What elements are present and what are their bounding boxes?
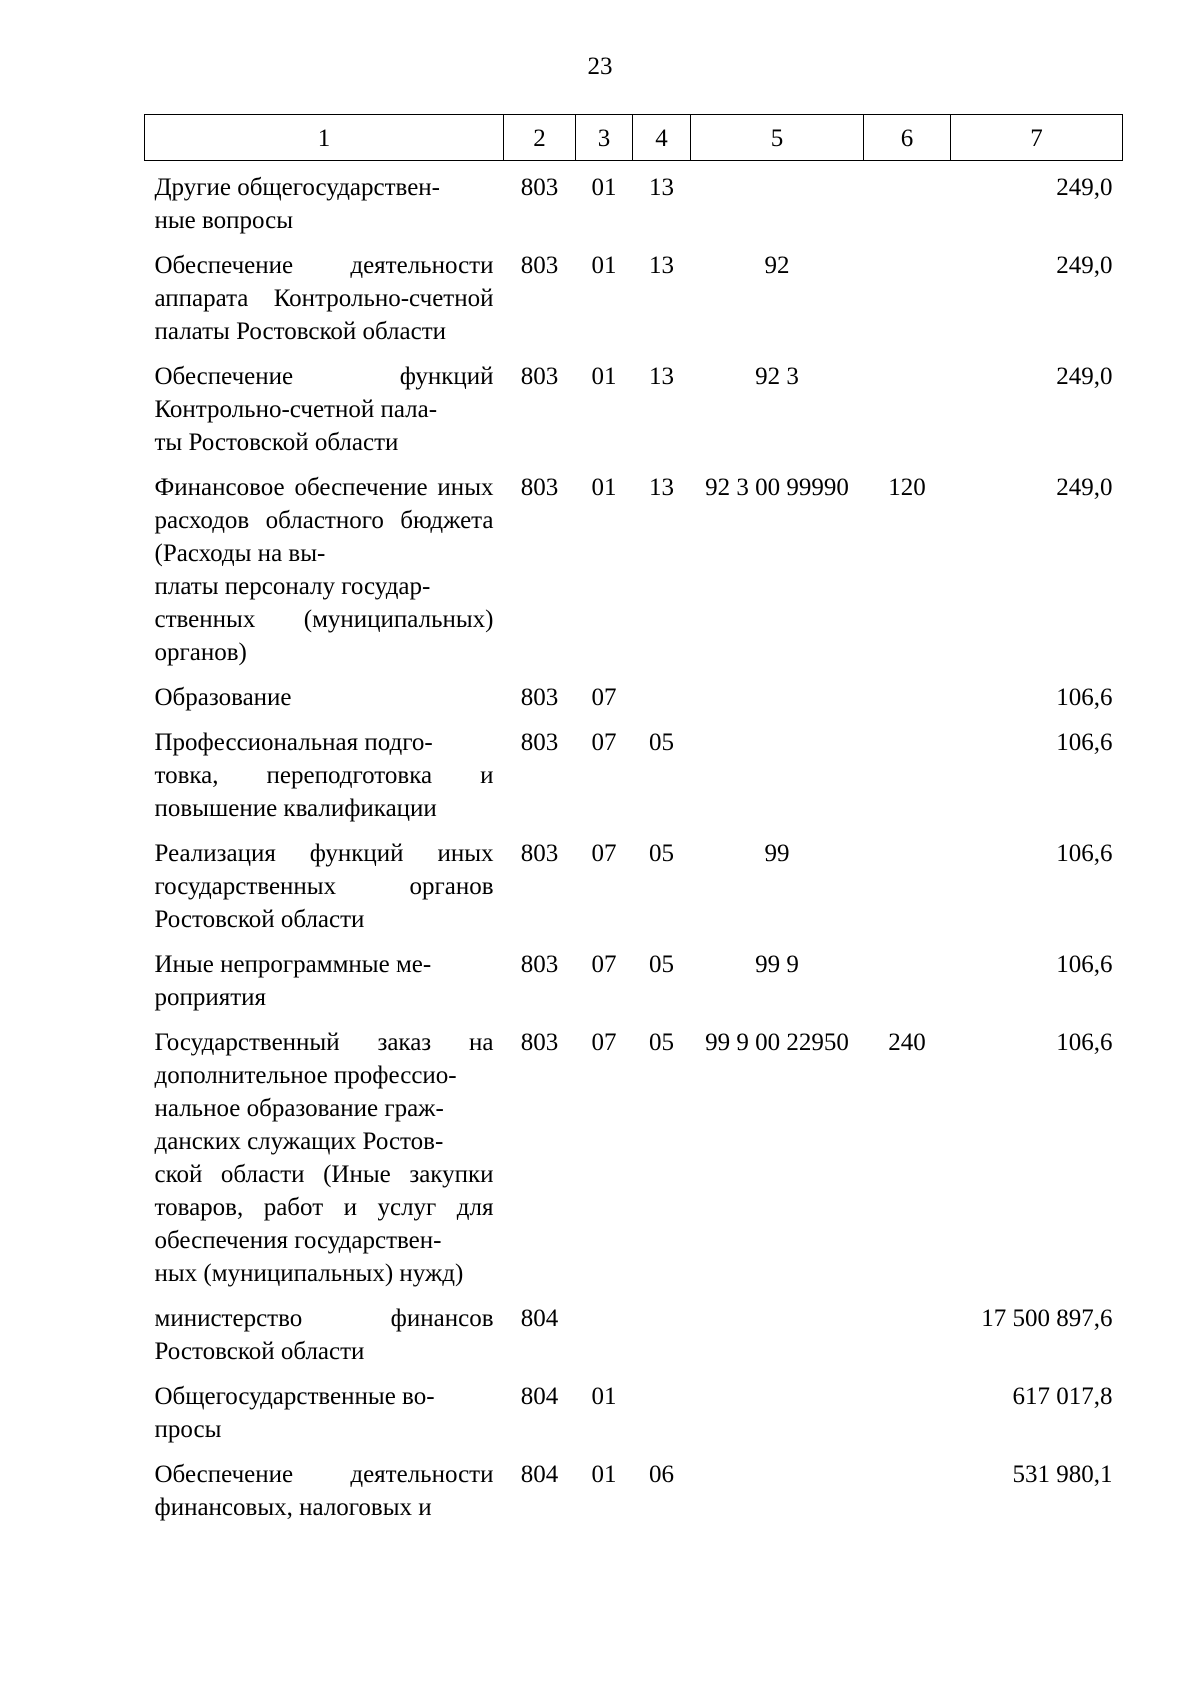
row-subsection: 06: [649, 1461, 674, 1488]
table-body: [145, 161, 1123, 1525]
row-target-article: [691, 714, 864, 825]
row-expense-type: 240: [888, 1029, 926, 1056]
row-amount: 249,0: [1056, 174, 1113, 201]
row-section: 01: [591, 474, 617, 501]
page-number: 23: [587, 53, 613, 80]
row-target-article: 99: [764, 840, 790, 867]
row-expense-type: 120: [888, 474, 926, 501]
table-row: [145, 1014, 1123, 1290]
row-subsection: 05: [649, 840, 674, 867]
table-row: [145, 1446, 1123, 1524]
row-expense-type: [864, 1446, 951, 1524]
row-amount: 249,0: [1056, 474, 1113, 501]
row-amount: 106,6: [1056, 684, 1113, 711]
row-code: 803: [520, 252, 559, 279]
row-name: Профессиональная подго- товка, переподготовка и повышение квалификации: [154, 729, 494, 822]
row-code: 804: [520, 1305, 559, 1332]
row-expense-type: [864, 825, 951, 936]
row-section: 07: [591, 951, 617, 978]
row-section: 01: [591, 174, 617, 201]
row-amount: 106,6: [1056, 951, 1113, 978]
row-section: 07: [591, 1029, 617, 1056]
row-section: 01: [591, 1461, 617, 1488]
row-amount: 17 500 897,6: [981, 1305, 1113, 1332]
header-cell-4: 4: [633, 115, 691, 161]
table-row: [145, 348, 1123, 459]
header-cell-7: 7: [951, 115, 1123, 161]
row-code: 804: [520, 1461, 559, 1488]
row-amount: 531 980,1: [1012, 1461, 1113, 1488]
table-row: [145, 161, 1123, 238]
row-amount: 106,6: [1056, 840, 1113, 867]
table-row: [145, 669, 1123, 714]
table-row: [145, 1290, 1123, 1368]
row-expense-type: [864, 936, 951, 1014]
header-cell-2: 2: [504, 115, 576, 161]
header-cell-6: 6: [864, 115, 951, 161]
row-code: 803: [520, 684, 559, 711]
header-cell-3: 3: [576, 115, 633, 161]
row-name: Иные непрограммные ме- роприятия: [154, 951, 432, 1011]
row-subsection: [633, 669, 691, 714]
row-name: Образование: [154, 684, 292, 711]
row-subsection: 13: [649, 363, 674, 390]
header-row: [145, 115, 1123, 161]
row-code: 803: [520, 363, 559, 390]
row-target-article: [691, 1290, 864, 1368]
row-target-article: 99 9 00 22950: [705, 1029, 849, 1056]
row-target-article: [691, 161, 864, 238]
row-expense-type: [864, 348, 951, 459]
row-expense-type: [864, 714, 951, 825]
row-section: 01: [591, 252, 617, 279]
table-row: [145, 936, 1123, 1014]
row-code: 804: [520, 1383, 559, 1410]
row-section: 01: [591, 363, 617, 390]
row-expense-type: [864, 237, 951, 348]
table-row: [145, 714, 1123, 825]
table-header: [145, 115, 1123, 161]
row-name: Обеспечение деятельности финансовых, налоговых и: [154, 1461, 494, 1521]
row-subsection: 13: [649, 474, 674, 501]
row-section: 07: [591, 684, 617, 711]
row-subsection: 05: [649, 1029, 674, 1056]
row-name: Обеспечение функций Контрольно-счетной пала- ты Ростовской области: [154, 363, 494, 456]
table-row: [145, 459, 1123, 669]
row-section: 07: [591, 840, 617, 867]
table-row: [145, 237, 1123, 348]
row-expense-type: [864, 669, 951, 714]
row-target-article: 92 3: [755, 363, 799, 390]
row-amount: 249,0: [1056, 252, 1113, 279]
row-name: Другие общегосударствен- ные вопросы: [154, 174, 441, 234]
row-target-article: [691, 1368, 864, 1446]
table-row: [145, 825, 1123, 936]
row-subsection: 13: [649, 174, 674, 201]
row-target-article: 92: [764, 252, 790, 279]
row-code: 803: [520, 1029, 559, 1056]
row-code: 803: [520, 951, 559, 978]
row-expense-type: [864, 1368, 951, 1446]
row-subsection: 05: [649, 951, 674, 978]
row-target-article: [691, 1446, 864, 1524]
row-name: министерство финансов Ростовской области: [154, 1305, 494, 1365]
row-section: [576, 1290, 633, 1368]
row-amount: 106,6: [1056, 1029, 1113, 1056]
row-target-article: [691, 669, 864, 714]
row-amount: 617 017,8: [1012, 1383, 1113, 1410]
row-name: Государственный заказ на дополнительное профессио- нальное образование граж- данских служащих Ростов- ской области (Иные закупки товаров, работ и услуг для обеспечения государствен- ных (муниципальных) нужд): [154, 1029, 494, 1287]
row-code: 803: [520, 174, 559, 201]
row-code: 803: [520, 729, 559, 756]
row-amount: 106,6: [1056, 729, 1113, 756]
row-subsection: 05: [649, 729, 674, 756]
row-amount: 249,0: [1056, 363, 1113, 390]
row-expense-type: [864, 161, 951, 238]
row-section: 01: [591, 1383, 617, 1410]
row-code: 803: [520, 474, 559, 501]
row-name: Обеспечение деятельности аппарата Контрольно-счетной палаты Ростовской области: [154, 252, 494, 345]
row-subsection: [633, 1368, 691, 1446]
budget-table: [144, 114, 1123, 1524]
row-name: Финансовое обеспечение иных расходов областного бюджета (Расходы на вы- платы персоналу государ- ственных (муниципальных) органов): [154, 474, 494, 666]
row-name: Общегосударственные во- просы: [154, 1383, 435, 1443]
table-row: [145, 1368, 1123, 1446]
row-name: Реализация функций иных государственных органов Ростовской области: [154, 840, 494, 933]
row-expense-type: [864, 1290, 951, 1368]
header-cell-1: 1: [145, 115, 504, 161]
row-subsection: 13: [649, 252, 674, 279]
row-target-article: 92 3 00 99990: [705, 474, 849, 501]
header-cell-5: 5: [691, 115, 864, 161]
row-target-article: 99 9: [755, 951, 799, 978]
row-code: 803: [520, 840, 559, 867]
row-section: 07: [591, 729, 617, 756]
row-subsection: [633, 1290, 691, 1368]
